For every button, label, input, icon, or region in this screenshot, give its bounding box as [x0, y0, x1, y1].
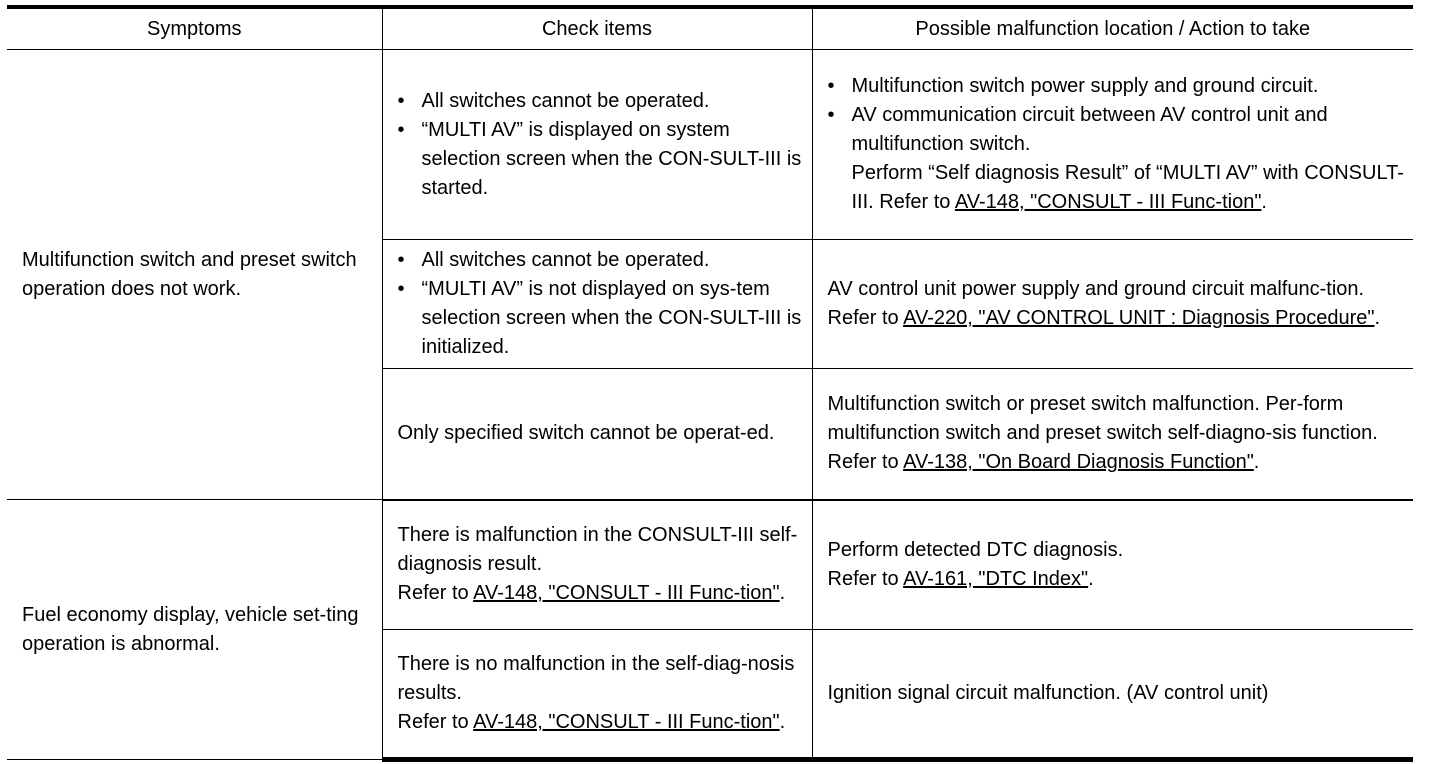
symptom-cell — [7, 50, 382, 500]
list-item: • “MULTI AV” is displayed on system selection screen when the CON-SULT-III is started. — [398, 116, 804, 203]
action-cell — [812, 240, 1413, 369]
punctuation: . — [779, 582, 786, 605]
reference-link[interactable]: AV-148, "CONSULT - III Func-tion" — [473, 582, 780, 605]
check-items-cell — [382, 240, 812, 369]
action-list — [828, 72, 1406, 159]
list-item: • All switches cannot be operated. — [398, 246, 804, 275]
check-refer — [398, 579, 804, 608]
reference-link[interactable]: AV-148, "CONSULT - III Func-tion" — [954, 191, 1262, 213]
table-row — [7, 50, 1413, 240]
check-items-cell — [382, 500, 812, 630]
action-cell — [812, 500, 1413, 630]
action-text: Ignition signal circuit malfunction. (AV control unit) — [827, 682, 1269, 704]
action-note-text: Perform “Self diagnosis Result” of “MULTI AV” with CONSULT-III. Refer to — [851, 162, 1404, 213]
list-item: • All switches cannot be operated. — [398, 87, 804, 116]
refer-label: Refer to — [397, 582, 474, 605]
action-text: AV control unit power supply and ground circuit malfunc-tion. Refer to — [827, 278, 1365, 329]
action-refer — [828, 565, 1406, 594]
list-item: • Multifunction switch power supply and ground circuit. — [828, 72, 1406, 101]
header-action: Possible malfunction location / Action to take — [812, 7, 1413, 50]
list-item: • AV communication circuit between AV control unit and multifunction switch. — [828, 101, 1406, 159]
header-symptoms: Symptoms — [7, 7, 382, 50]
action-text: Perform detected DTC diagnosis. — [827, 538, 1124, 561]
punctuation: . — [1088, 567, 1094, 590]
action-text: Multifunction switch or preset switch malfunction. Per-form multifunction switch and preset switch self-diagno-sis function. Refer to — [827, 393, 1378, 474]
table-row — [7, 500, 1413, 630]
check-refer — [398, 708, 804, 737]
list-item: • “MULTI AV” is not displayed on sys-tem selection screen when the CON-SULT-III is initialized. — [398, 275, 804, 362]
reference-link[interactable]: AV-148, "CONSULT - III Func-tion" — [473, 711, 780, 733]
check-items-cell — [382, 369, 812, 500]
refer-label: Refer to — [827, 567, 904, 590]
table-header-row — [7, 7, 1413, 50]
punctuation: . — [779, 711, 786, 733]
check-items-list — [398, 87, 804, 203]
punctuation: . — [1374, 307, 1381, 329]
punctuation: . — [1253, 451, 1260, 474]
check-items-cell — [382, 630, 812, 760]
reference-link[interactable]: AV-138, "On Board Diagnosis Function" — [903, 451, 1254, 474]
check-items-list — [398, 246, 804, 362]
check-text: Only specified switch cannot be operat-ed. — [397, 422, 775, 445]
symptom-cell — [7, 500, 382, 760]
header-check-items: Check items — [382, 7, 812, 50]
reference-link[interactable]: AV-220, "AV CONTROL UNIT : Diagnosis Procedure" — [903, 307, 1375, 329]
action-note — [828, 159, 1406, 217]
check-items-cell — [382, 50, 812, 240]
action-cell — [812, 630, 1413, 760]
check-text: There is no malfunction in the self-diag-nosis results. — [397, 653, 795, 704]
symptom-text: Fuel economy display, vehicle set-ting operation is abnormal. — [22, 603, 359, 655]
punctuation: . — [1261, 191, 1267, 213]
diagnosis-table-container — [7, 5, 1413, 762]
action-cell — [812, 50, 1413, 240]
reference-link[interactable]: AV-161, "DTC Index" — [903, 567, 1089, 590]
action-cell — [812, 369, 1413, 500]
check-text: There is malfunction in the CONSULT-III self-diagnosis result. — [397, 524, 798, 576]
symptom-text: Multifunction switch and preset switch operation does not work. — [22, 248, 357, 300]
refer-label: Refer to — [397, 711, 474, 733]
symptom-diagnosis-table — [7, 5, 1413, 762]
